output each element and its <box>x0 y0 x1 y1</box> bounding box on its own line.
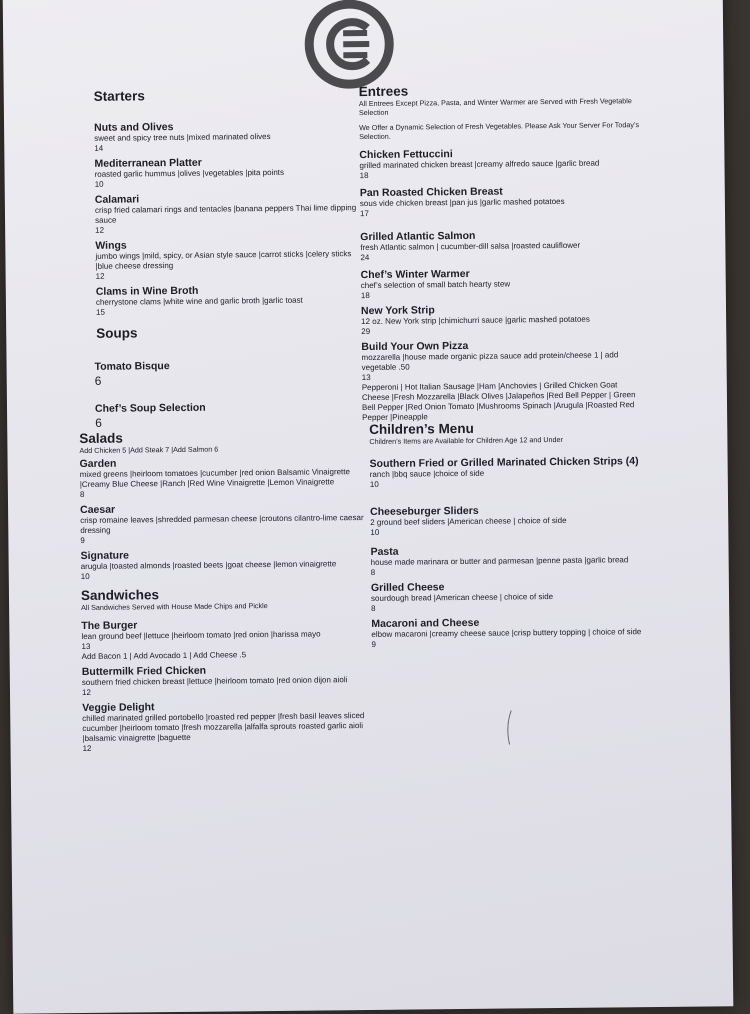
item-name: Garden <box>79 457 117 471</box>
item-price: 8 <box>370 567 376 577</box>
menu-item <box>80 455 370 500</box>
item-description: 12 oz. New York strip |chimichurri sauce |garlic mashed potatoes <box>361 314 590 327</box>
section-note: Add Chicken 5 |Add Steak 7 |Add Salmon 6 <box>79 444 219 456</box>
menu-item <box>94 119 364 154</box>
item-name: Pasta <box>370 545 399 558</box>
item-description: arugula |toasted almonds |roasted beets |goat cheese |lemon vinaigrette <box>80 559 337 572</box>
item-name: Buttermilk Fried Chicken <box>81 664 207 679</box>
item-price: 8 <box>371 603 376 613</box>
item-name: Macaroni and Cheese <box>371 616 480 630</box>
item-name: Southern Fried or Grilled Marinated Chicken Strips (4) <box>369 455 639 470</box>
item-name: Wings <box>95 239 127 252</box>
item-addons: Add Bacon 1 | Add Avocado 1 | Add Cheese .5 <box>81 650 247 662</box>
item-price: 12 <box>95 225 105 235</box>
salads-sandwiches-section <box>79 428 372 758</box>
item-name: Chef’s Winter Warmer <box>360 267 470 282</box>
item-description: crisp fried calamari rings and tentacles |banana peppers Thai lime dipping sauce <box>94 203 357 225</box>
item-price: 13 <box>361 372 371 383</box>
menu-item <box>361 338 642 423</box>
menu-item <box>80 501 370 546</box>
item-description: ranch |bbq sauce |choice of side <box>369 468 485 479</box>
menu-item <box>95 400 367 431</box>
item-price: 24 <box>360 252 370 263</box>
item-name: Grilled Cheese <box>370 581 445 594</box>
item-description: sweet and spicy tree nuts |mixed marinated olives <box>94 132 271 143</box>
menu-item <box>94 155 364 190</box>
item-name: Build Your Own Pizza <box>361 339 469 354</box>
menu-item <box>370 543 660 578</box>
item-price: 13 <box>81 641 91 652</box>
item-description: fresh Atlantic salmon | cucumber-dill salsa |roasted cauliflower <box>360 240 581 253</box>
item-description: roasted garlic hummus |olives |vegetables |pita points <box>94 167 285 179</box>
item-description: chef’s selection of small batch hearty stew <box>360 279 511 291</box>
item-description: 2 ground beef sliders |American cheese | choice of side <box>370 515 567 527</box>
item-name: Calamari <box>94 193 140 206</box>
menu-page <box>3 0 734 1014</box>
section-title: Salads <box>79 430 123 447</box>
item-description: sous vide chicken breast |pan jus |garlic mashed potatoes <box>359 196 565 209</box>
item-price: 18 <box>359 170 369 181</box>
menu-item <box>81 547 371 582</box>
item-price: 17 <box>359 208 369 219</box>
item-price: 12 <box>82 743 92 754</box>
item-name: Pan Roasted Chicken Breast <box>359 185 503 200</box>
item-name: Nuts and Olives <box>94 121 174 134</box>
section-title: Children’s Menu <box>369 420 474 437</box>
item-description: lean ground beef |lettuce |heirloom tomato |red onion |harissa mayo <box>81 629 321 642</box>
item-description: elbow macaroni |creamy cheese sauce |crisp buttery topping | choice of side <box>371 627 642 639</box>
section-note: Children’s Items are Available for Children Age 12 and Under <box>369 434 563 446</box>
menu-item <box>361 302 641 337</box>
item-name: Clams in Wine Broth <box>95 284 199 298</box>
item-name: Chicken Fettuccini <box>359 148 453 162</box>
menu-item <box>95 358 367 389</box>
item-description: chilled marinated grilled portobello |roasted red pepper |fresh basil leaves sliced cucumber |heirloom tomato |fresh mozzarella |alfalfa sprouts roasted garlic aioli |balsamic vinaigrette |baguette <box>82 711 365 744</box>
menu-item <box>360 184 640 219</box>
item-name: Mediterranean Platter <box>94 156 202 170</box>
item-description: mozzarella |house made organic pizza sauce add protein/cheese 1 | add vegetable .50 <box>361 350 619 373</box>
item-price: 29 <box>361 326 371 337</box>
item-description: house made marinara or butter and parmesan |penne pasta |garlic bread <box>370 555 629 567</box>
menu-item <box>96 283 366 318</box>
item-price: 10 <box>80 571 90 582</box>
item-price: 6 <box>94 373 102 388</box>
menu-item <box>82 699 373 754</box>
item-name: Chef’s Soup Selection <box>94 401 206 415</box>
menu-item <box>371 615 661 650</box>
item-description: southern fried chicken breast |lettuce |heirloom tomato |red onion dijon aioli <box>81 675 348 688</box>
menu-item <box>370 455 660 490</box>
pizza-toppings: Pepperoni | Hot Italian Sausage |Ham |Anchovies | Grilled Chicken Goat Cheese |Fresh Mozzarella |Black Olives |Jalapeños |Red Bell Pepper | Green Bell Pepper |Red Onion Tomato |Mushrooms Spinach |Arugula |Roasted Red Pepper |Pineapple <box>361 380 636 423</box>
item-price: 10 <box>370 527 380 537</box>
item-price: 15 <box>95 307 105 317</box>
section-title: Soups <box>96 325 138 341</box>
item-price: 14 <box>94 143 104 153</box>
item-price: 12 <box>95 271 105 281</box>
section-title: Entrees <box>358 83 409 100</box>
item-name: Caesar <box>80 503 116 517</box>
item-name: Tomato Bisque <box>94 360 170 373</box>
item-description: sourdough bread |American cheese | choice of side <box>370 592 554 603</box>
menu-item <box>95 237 365 282</box>
menu-item <box>371 579 661 614</box>
childrens-menu-section <box>369 419 661 654</box>
item-price: 10 <box>94 179 104 189</box>
item-name: Signature <box>80 549 130 563</box>
section-note: We Offer a Dynamic Selection of Fresh Vegetables. Please Ask Your Server For Today’s Selection. <box>359 120 640 142</box>
item-name: Grilled Atlantic Salmon <box>360 229 476 244</box>
item-description: jumbo wings |mild, spicy, or Asian style sauce |carrot sticks |celery sticks |blue cheese dressing <box>95 249 352 271</box>
section-note: All Entrees Except Pizza, Pasta, and Winter Warmer are Served with Fresh Vegetable Selection <box>358 96 632 118</box>
menu-item <box>360 228 640 263</box>
menu-item <box>81 617 371 662</box>
item-price: 12 <box>81 687 91 698</box>
item-description: cherrystone clams |white wine and garlic broth |garlic toast <box>95 295 303 307</box>
item-price: 18 <box>360 290 370 301</box>
item-description: mixed greens |heirloom tomatoes |cucumber |red onion Balsamic Vinaigrette |Creamy Blue Cheese |Ranch |Red Wine Vinaigrette |Lemon Vinaigrette <box>79 467 350 490</box>
section-note: All Sandwiches Served with House Made Chips and Pickle <box>81 601 268 613</box>
item-price: 9 <box>80 535 85 546</box>
section-title: Sandwiches <box>80 587 160 604</box>
item-description: grilled marinated chicken breast |creamy alfredo sauce |garlic bread <box>359 158 600 171</box>
item-price: 6 <box>95 415 102 430</box>
section-title: Starters <box>93 88 145 104</box>
pen-mark <box>504 708 514 748</box>
item-name: The Burger <box>81 619 138 633</box>
item-price: 8 <box>79 489 85 500</box>
item-name: Veggie Delight <box>82 701 155 715</box>
item-price: 9 <box>371 639 377 649</box>
item-price: 10 <box>369 479 379 489</box>
menu-item <box>370 503 660 538</box>
ce-monogram-logo <box>303 0 396 91</box>
entrees-section <box>359 81 643 427</box>
item-name: Cheeseburger Sliders <box>370 504 479 518</box>
item-name: New York Strip <box>360 304 435 318</box>
menu-item <box>82 663 372 698</box>
item-description: crisp romaine leaves |shredded parmesan cheese |croutons cilantro-lime caesar dressing <box>80 513 364 536</box>
menu-item <box>361 266 641 301</box>
starters-section <box>94 86 368 435</box>
menu-item <box>95 191 365 236</box>
menu-item <box>359 146 639 181</box>
